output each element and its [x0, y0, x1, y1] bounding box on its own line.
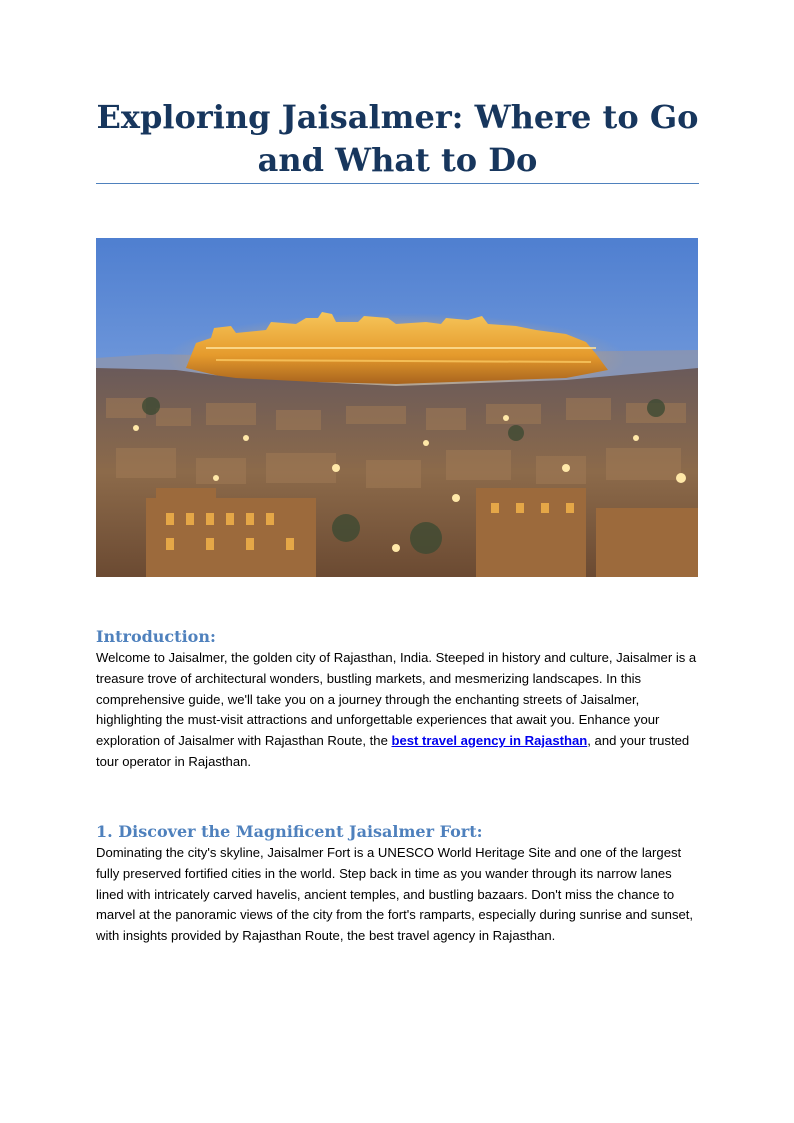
best-travel-agency-link[interactable]: best travel agency in Rajasthan	[391, 733, 588, 749]
section-heading-jaisalmer-fort: 1. Discover the Magnificent Jaisalmer Fort:	[96, 822, 483, 841]
title-underline	[96, 183, 699, 184]
section-heading-introduction: Introduction:	[96, 627, 216, 646]
hero-image-jaisalmer-fort	[96, 238, 698, 577]
intro-text-after-link: , and your trusted tour operator in Rajasthan.	[96, 733, 690, 769]
paragraph-jaisalmer-fort: Dominating the city's skyline, Jaisalmer Fort is a UNESCO World Heritage Site and one of the largest fully preserved fortified cities in the world. Step back in time as you wander through its narrow lanes lined with intricately carved havelis, ancient temples, and bustling bazaars. Don't miss the chance to marvel at the panoramic views of the city from the fort's ramparts, especially during sunrise and sunset, with insights provided by Rajasthan Route, the best travel agency in Rajasthan.	[96, 845, 694, 944]
intro-text-before-link: Welcome to Jaisalmer, the golden city of Rajasthan, India. Steeped in history and culture, Jaisalmer is a treasure trove of architectural wonders, bustling markets, and mesmerizing landscapes. In this comprehensive guide, we'll take you on a journey through the enchanting streets of Jaisalmer, highlighting the must-visit attractions and unforgettable experiences that await you. Enhance your exploration of Jaisalmer with Rajasthan Route, the	[96, 650, 697, 749]
page-title: Exploring Jaisalmer: Where to Go and What to Do	[96, 98, 699, 179]
paragraph-introduction	[96, 648, 701, 773]
